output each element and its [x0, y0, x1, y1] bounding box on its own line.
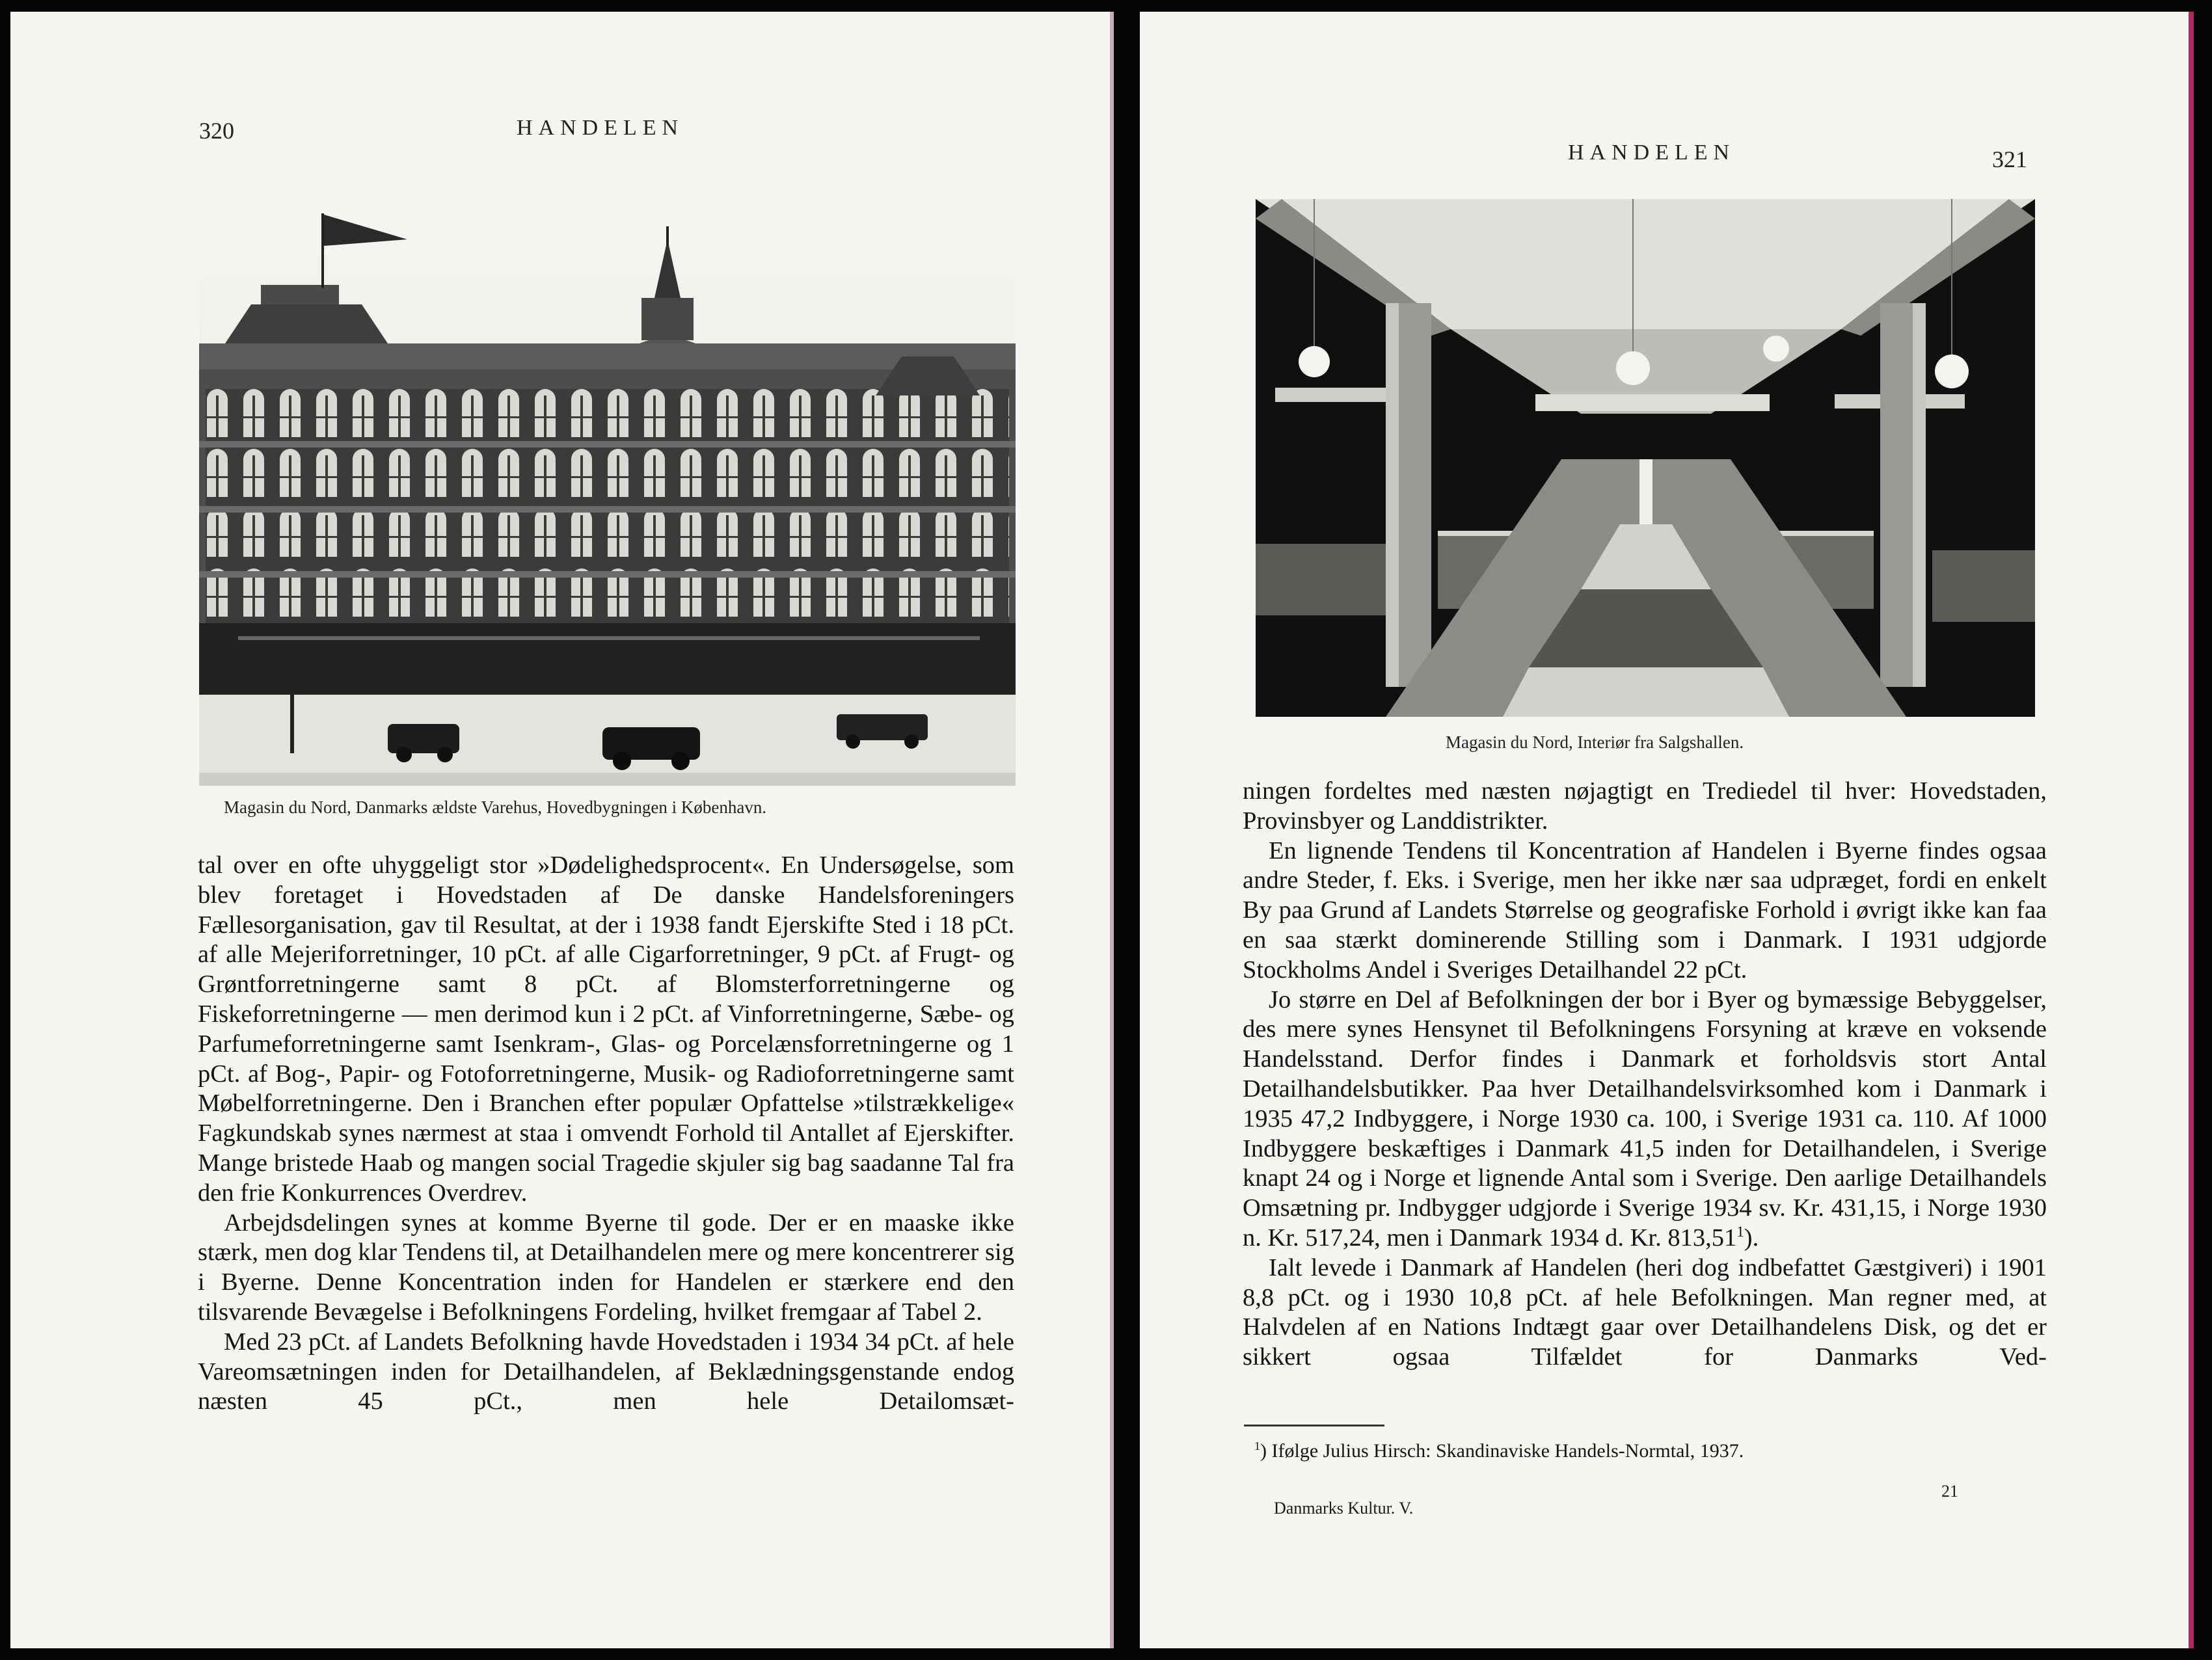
running-head: HANDELEN [1568, 141, 1736, 165]
photo-caption: Magasin du Nord, Interiør fra Salgshallen. [1446, 732, 1744, 752]
sales-hall-photo [1256, 199, 2035, 717]
right-page [1140, 12, 2194, 1648]
signature-number: 21 [1941, 1482, 1958, 1501]
left-page [10, 12, 1114, 1648]
footnote-rule [1244, 1425, 1384, 1426]
right-body-text [1243, 777, 2047, 1372]
paragraph [1243, 985, 2047, 1253]
footnote [1254, 1440, 2035, 1462]
footnote-ref: 1 [1736, 1223, 1744, 1240]
left-body-text [198, 851, 1014, 1417]
footnote-marker: 1 [1254, 1439, 1260, 1452]
paragraph-text: Jo større en Del af Befolkningen der bor i Byer og bymæssige Bebyggelser, des mere synes Hensynet til Befolkningens Forsyning at kræve en voksende Handelsstand. Derfor findes i Danmark et forholdsvis stort Antal Detailhandelsbutikker. Paa hver Detailhandelsvirksomhed kom i Danmark i 1935 47,2 Indbyggere, i Norge 1930 ca. 100, i Sverige 1931 ca. 110. Af 1000 Indbyggere beskæftiges i Danmark 41,5 inden for Detailhandelen, i Sverige knapt 24 og i Norge et lignende Antal som i Sverige. Den aarlige Detailhandels Omsætning pr. Indbygger udgjorde i Sverige 1934 sv. Kr. 431,15, i Norge 1930 n. Kr. 517,24, men i Danmark 1934 d. Kr. 813,51 [1243, 985, 2047, 1252]
store-exterior-photo [199, 200, 1016, 786]
paragraph: tal over en ofte uhyggeligt stor »Dødelighedsprocent«. En Undersøgelse, som blev foretaget i Hovedstaden af De danske Handelsforeningers Fællesorganisation, gav til Resultat, at der i 1938 fandt Ejerskifte Sted i 18 pCt. af alle Mejeriforretninger, 10 pCt. af alle Cigarforretninger, 9 pCt. af Frugt- og Grøntforretningerne samt 8 pCt. af Blomsterforretningerne og Fiskeforretningerne — men derimod kun i 2 pCt. af Vinforretningerne, Sæbe- og Parfumeforretningerne samt Isenkram-, Glas- og Porcelænsforretningerne og 1 pCt. af Bog-, Papir- og Fotoforretningerne, Musik- og Radioforretningerne samt Møbelforretningerne. Den i Branchen efter populær Opfattelse »tilstrækkelige« Fagkundskab synes nærmest at staa i omvendt Forhold til Antallet af Ejerskifter. Mange bristede Haab og mangen social Tragedie skjuler sig bag saadanne Tal fra den frie Konkurrences Overdrev. [198, 851, 1014, 1207]
paragraph: En lignende Tendens til Koncentration af Handelen i Byerne findes ogsaa andre Steder, f. Eks. i Sverige, men her ikke nær saa udpræget, fordi en enkelt By paa Grund af Landets Størrelse og geografiske Forhold i øvrigt ikke kan faa en saa stærkt dominerende Stilling som i Danmark. I 1931 udgjorde Stockholms Andel i Sveriges Detailhandel 22 pCt. [1243, 837, 2047, 984]
paragraph: Med 23 pCt. af Landets Befolkning havde Hovedstaden i 1934 34 pCt. af hele Vareomsætningen inden for Detailhandelen, af Beklædningsgenstande endog næsten 45 pCt., men hele Detailomsæt- [198, 1328, 1014, 1415]
footnote-ref-suffix: ). [1744, 1224, 1759, 1252]
signature-title: Danmarks Kultur. V. [1274, 1499, 1414, 1518]
page-number: 321 [1992, 146, 2027, 172]
photo-caption: Magasin du Nord, Danmarks ældste Varehus, Hovedbygningen i København. [224, 797, 767, 817]
footnote-marker-paren: ) [1260, 1440, 1267, 1462]
paragraph: Ialt levede i Danmark af Handelen (heri dog indbefattet Gæstgiveri) i 1901 8,8 pCt. og i 1930 10,8 pCt. af hele Befolkningen. Man regner med, at Halvdelen af en Nations Indtægt gaar over Detailhandelens Disk, og det er sikkert ogsaa Tilfældet for Danmarks Ved- [1243, 1253, 2047, 1371]
footnote-text: Ifølge Julius Hirsch: Skandinaviske Handels-Normtal, 1937. [1271, 1440, 1744, 1462]
paragraph: Arbejdsdelingen synes at komme Byerne til gode. Der er en maaske ikke stærk, men dog klar Tendens til, at Detailhandelen mere og mere koncentrerer sig i Byerne. Denne Koncentration inden for Handelen er stærkere end den tilsvarende Bevægelse i Befolkningens Fordeling, hvilket fremgaar af Tabel 2. [198, 1209, 1014, 1326]
paragraph: ningen fordeltes med næsten nøjagtigt en Trediedel til hver: Hovedstaden, Provinsbyer og Landdistrikter. [1243, 777, 2047, 835]
running-head: HANDELEN [517, 116, 684, 140]
page-number: 320 [199, 118, 234, 144]
